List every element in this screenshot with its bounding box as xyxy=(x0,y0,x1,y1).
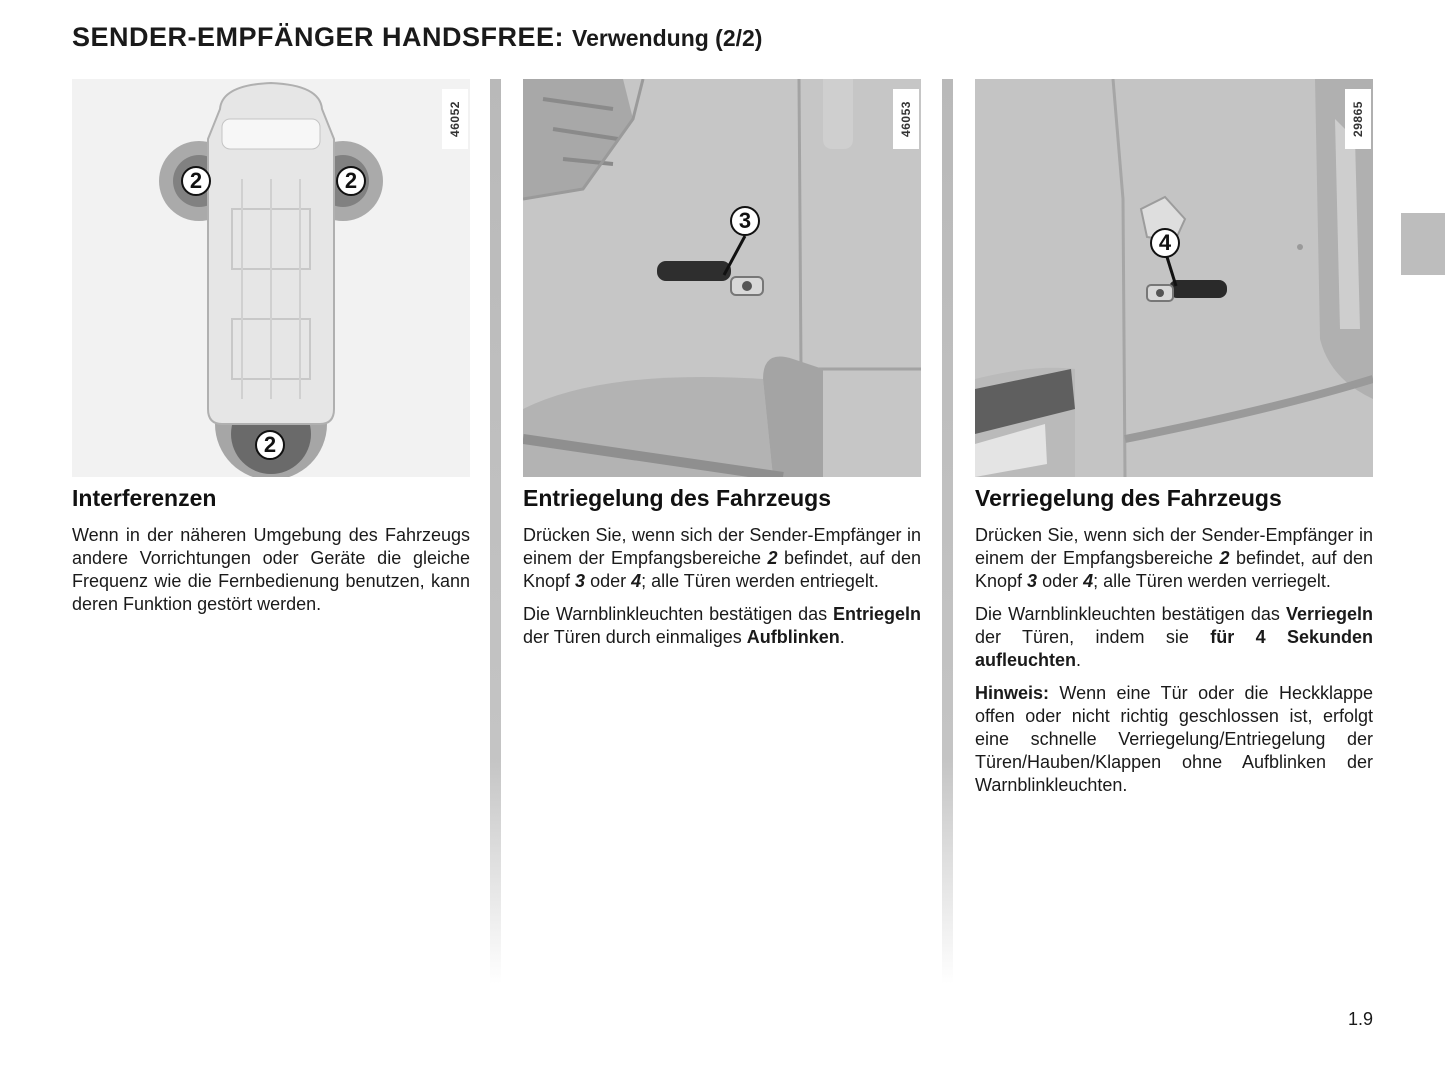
text-run: Wenn in der näheren Umgebung des Fahrzeugs andere Vorrichtungen oder Geräte die gleiche Frequenz wie die Fernbedienung benutzen, kann deren Funktion gestört werden. xyxy=(72,525,470,614)
paragraph xyxy=(72,524,470,616)
text-run: Die Warnblinkleuchten bestätigen das xyxy=(975,604,1286,624)
figure-reference-code: 29865 xyxy=(1345,89,1371,149)
page-number: 1.9 xyxy=(1347,1009,1373,1029)
paragraph xyxy=(975,682,1373,797)
emphasis-run: 2 xyxy=(767,548,778,568)
figure-van-topview xyxy=(72,79,470,477)
column-locking xyxy=(975,79,1373,807)
figure-front-door-handle xyxy=(523,79,921,477)
text-run: . xyxy=(1076,650,1082,670)
paragraph xyxy=(523,524,921,593)
figure-reference-code: 46052 xyxy=(442,89,468,149)
figure-reference-code: 46053 xyxy=(893,89,919,149)
text-run: der Türen durch einmaliges xyxy=(523,627,747,647)
text-run: befindet, auf den Knopf xyxy=(975,548,1373,591)
section-body xyxy=(523,524,921,649)
rear-door-photo xyxy=(975,79,1373,477)
callout-3: 3 xyxy=(730,206,760,236)
section-body xyxy=(975,524,1373,797)
emphasis-run: Hinweis: xyxy=(975,683,1050,703)
figure-rear-door-handle xyxy=(975,79,1373,477)
callout-4: 4 xyxy=(1150,228,1180,258)
front-door-photo xyxy=(523,79,921,477)
section-heading: Verriegelung des Fahrzeugs xyxy=(975,485,1282,511)
callout-2-left: 2 xyxy=(181,166,211,196)
section-body xyxy=(72,524,470,616)
emphasis-run: 4 xyxy=(631,571,642,591)
text-run: . xyxy=(839,627,845,647)
section-heading: Interferenzen xyxy=(72,485,217,511)
emphasis-run: Aufblinken xyxy=(746,627,840,647)
column-unlocking xyxy=(523,79,921,659)
page-subtitle: Verwendung (2/2) xyxy=(572,25,763,51)
page-title-main: SENDER-EMPFÄNGER HANDSFREE: xyxy=(72,22,565,52)
van-topview-illustration xyxy=(72,79,470,477)
text-run: oder xyxy=(1037,571,1084,591)
column-divider xyxy=(490,79,501,984)
text-run: befindet, auf den Knopf xyxy=(523,548,921,591)
text-run: ; alle Türen werden verriegelt. xyxy=(1093,571,1331,591)
page-title xyxy=(72,22,762,53)
emphasis-run: Verriegeln xyxy=(1285,604,1373,624)
paragraph xyxy=(975,603,1373,672)
paragraph xyxy=(523,603,921,649)
callout-2-right: 2 xyxy=(336,166,366,196)
text-run: Drücken Sie, wenn sich der Sender-Empfänger in einem der Empfangsbereiche xyxy=(975,525,1373,568)
emphasis-run: für 4 Sekunden aufleuchten xyxy=(975,627,1373,670)
emphasis-run: 3 xyxy=(1027,571,1038,591)
text-run: der Türen, indem sie xyxy=(975,627,1211,647)
text-run: ; alle Türen werden entriegelt. xyxy=(641,571,879,591)
emphasis-run: 4 xyxy=(1083,571,1094,591)
paragraph xyxy=(975,524,1373,593)
text-run: Wenn eine Tür oder die Heckklappe offen oder nicht richtig geschlossen ist, erfolgt eine schnelle Verriegelung/Entriegelung der Türen/Hauben/Klappen ohne Aufblinken der Warnblinkleuchten. xyxy=(975,683,1373,795)
text-run: Drücken Sie, wenn sich der Sender-Empfänger in einem der Empfangsbereiche xyxy=(523,525,921,568)
text-run: Die Warnblinkleuchten bestätigen das xyxy=(523,604,833,624)
column-divider xyxy=(942,79,953,984)
text-run: oder xyxy=(585,571,632,591)
emphasis-run: Entriegeln xyxy=(832,604,921,624)
callout-2-rear: 2 xyxy=(255,430,285,460)
chapter-tab-marker xyxy=(1401,213,1445,275)
emphasis-run: 2 xyxy=(1219,548,1230,568)
emphasis-run: 3 xyxy=(575,571,586,591)
section-heading: Entriegelung des Fahrzeugs xyxy=(523,485,831,511)
column-interferences xyxy=(72,79,470,626)
